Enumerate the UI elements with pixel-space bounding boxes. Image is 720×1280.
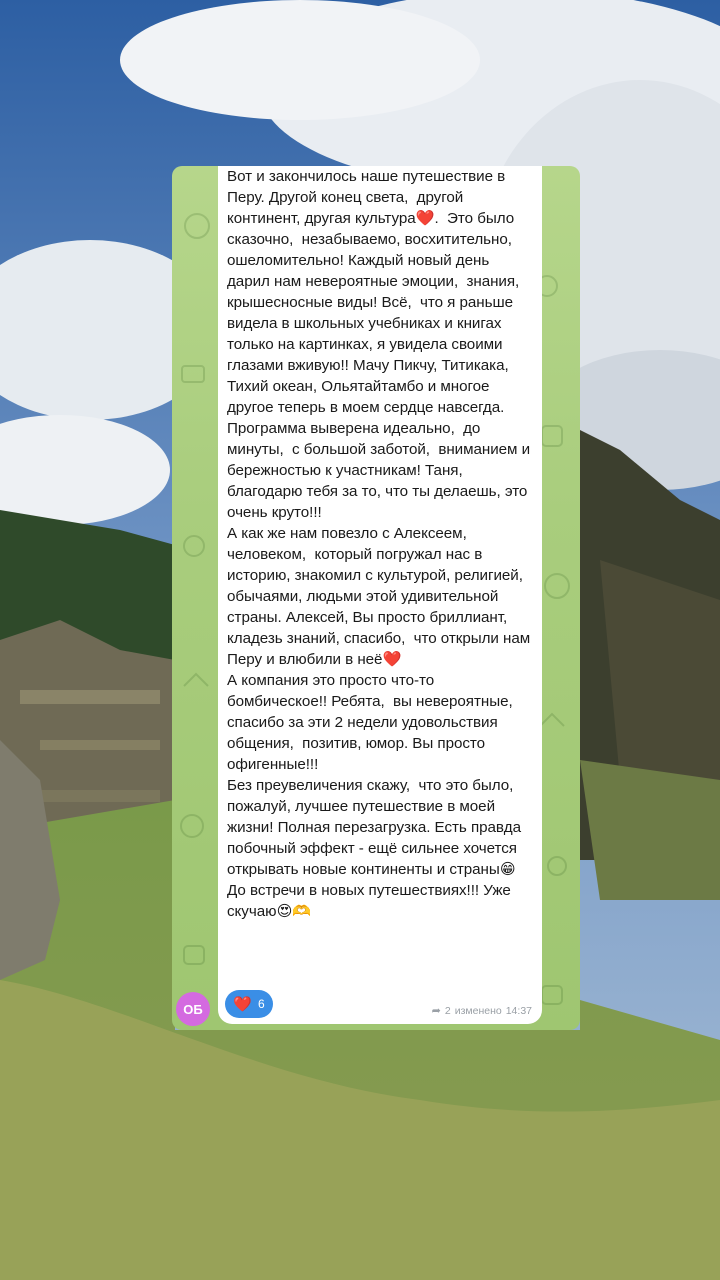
- heart-emoji: ❤️: [382, 651, 402, 668]
- reaction-count: 6: [258, 997, 265, 1011]
- message-time: 14:37: [505, 1004, 532, 1017]
- reaction-heart-button[interactable]: [225, 990, 273, 1018]
- message-meta: [432, 1004, 532, 1017]
- sender-avatar[interactable]: ОБ: [176, 992, 210, 1026]
- grin-emoji: 😁: [499, 861, 516, 878]
- message-text: Вот и закончилось наше путешествие в Перу. Другой конец света, другой континент, другая культура❤️. Это было сказочно, незабываемо, восхитительно, ошеломительно! Каждый новый день дарил нам невероятные эмоции, знания, крышесносные виды! Всё, что я раньше видела в школьных учебниках и книгах только на картинках, я увидела своими глазами вживую!! Мачу Пикчу, Титикака, Тихий океан, Ольятайтамбо и многое другое теперь в моем сердце навсегда. Программа выверена идеально, до минуты, с большой заботой, вниманием и бережностью к участникам! Таня, благодарю тебя за то, что ты делаешь, это очень круто!!! А как же нам повезло с Алексеем, человеком, который погружал нас в историю, знакомил с культурой, религией, обычаями, людьми этой удивительной страны. Алексей, Вы просто бриллиант, кладезь знаний, спасибо, что открыли нам Перу и влюбили в неё❤️ А компания это просто что-то бомбическое!! Ребята, вы невероятные, спасибо за эти 2 недели удовольствия общения, позитив, юмор. Вы просто офигенные!!! Без преувеличения скажу, что это было, пожалуй, лучшее путешествие в моей жизни! Полная перезагрузка. Есть правда побочный эффект - ещё сильнее хочется открывать новые континенты и страны😁 До встречи в новых путешествиях!!! Уже скучаю😍🫶: [227, 168, 531, 920]
- edited-label: изменено: [454, 1004, 502, 1017]
- message-bubble[interactable]: [218, 166, 542, 1024]
- reply-count[interactable]: 2: [444, 1004, 451, 1017]
- heart-icon: ❤️: [233, 995, 252, 1013]
- heart-emoji: ❤️: [415, 210, 435, 227]
- heart-hands-emoji: 🫶: [292, 903, 312, 920]
- heart-eyes-emoji: 😍: [276, 903, 293, 920]
- reply-arrow-icon: ➦: [431, 1005, 441, 1017]
